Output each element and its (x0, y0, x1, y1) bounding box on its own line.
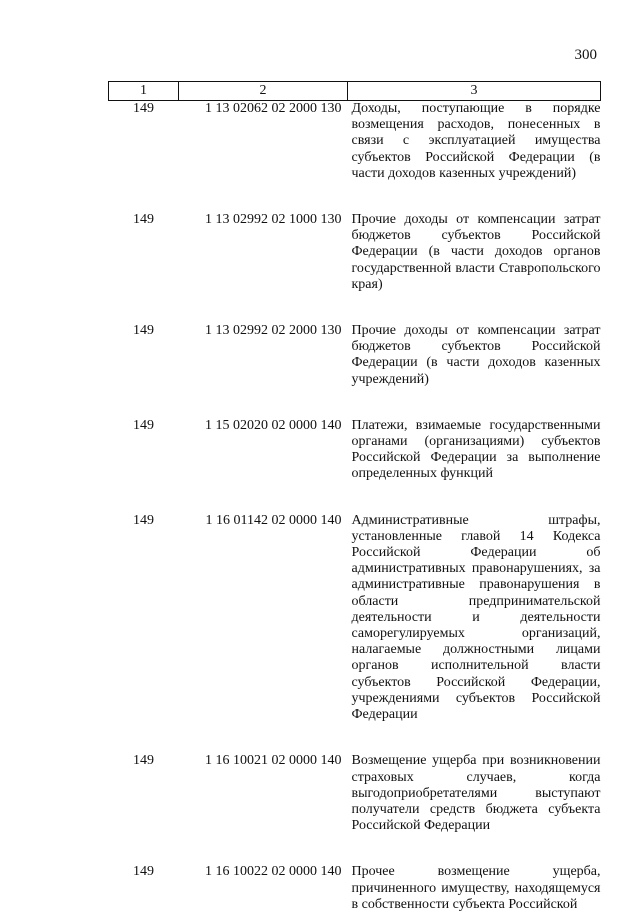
column-header-1: 1 (109, 82, 179, 101)
table-header-row (109, 82, 601, 101)
admin-code-cell: 149 (133, 417, 154, 433)
table-row (109, 513, 601, 754)
revenue-name-text: Платежи, взимаемые государственными органами (организациями) субъектов Российской Федерации за выполнение определенных функций (351, 417, 601, 482)
revenue-code-cell: 1 13 02992 02 1000 130 (205, 212, 342, 228)
revenue-name-cell (348, 418, 601, 513)
revenue-name-text: Прочие доходы от компенсации затрат бюджетов субъектов Российской Федерации (в части доходов органов государственной власти Ставропольского края) (351, 212, 601, 292)
revenue-name-cell (348, 323, 601, 418)
admin-code-cell: 149 (133, 101, 154, 116)
table-row (109, 323, 601, 418)
revenue-code-cell: 1 16 10021 02 0000 140 (205, 753, 342, 769)
revenue-name-cell (348, 753, 601, 864)
table-row (109, 864, 601, 913)
revenue-code-cell: 1 16 01142 02 0000 140 (205, 512, 342, 528)
revenue-name-cell (348, 513, 601, 754)
page-number: 300 (574, 47, 597, 63)
revenue-name-text: Доходы, поступающие в порядке возмещения расходов, понесенных в связи с эксплуатацией имущества субъектов Российской Федерации (в части доходов казенных учреждений) (351, 101, 601, 181)
revenue-name-cell (348, 101, 601, 213)
revenue-name-cell (348, 212, 601, 323)
revenue-code-cell: 1 13 02062 02 2000 130 (205, 101, 342, 116)
revenue-code-cell: 1 15 02020 02 0000 140 (205, 417, 342, 433)
revenue-name-text: Прочие доходы от компенсации затрат бюджетов субъектов Российской Федерации (в части доходов казенных учреждений) (351, 323, 601, 387)
admin-code-cell: 149 (133, 753, 154, 769)
table-row (109, 418, 601, 513)
revenue-name-text: Прочее возмещение ущерба, причиненного имуществу, находящемуся в собственности субъекта Российской (351, 864, 601, 912)
table-row (109, 212, 601, 323)
revenue-name-text: Административные штрафы, установленные главой 14 Кодекса Российской Федерации об административных правонарушениях, за административные правонарушения в области предпринимательской деятельности и деятельности саморегулируемых организаций, налагаемые должностными лицами органов исполнительной власти субъектов Российской Федерации, учреждениями субъектов Российской Федерации (351, 512, 601, 723)
admin-code-cell: 149 (133, 864, 154, 880)
revenue-classification-table (108, 81, 601, 913)
column-header-2: 2 (179, 82, 348, 101)
revenue-code-cell: 1 13 02992 02 2000 130 (205, 323, 342, 339)
revenue-code-cell: 1 16 10022 02 0000 140 (205, 864, 342, 880)
table-row (109, 101, 601, 213)
table-row (109, 753, 601, 864)
admin-code-cell: 149 (133, 212, 154, 228)
revenue-name-cell (348, 864, 601, 913)
revenue-name-text: Возмещение ущерба при возникновении страховых случаев, когда выгодоприобретателями выступают получатели средств бюджета субъекта Российской Федерации (351, 753, 601, 834)
column-header-3: 3 (348, 82, 601, 101)
admin-code-cell: 149 (133, 512, 154, 528)
admin-code-cell: 149 (133, 323, 154, 339)
